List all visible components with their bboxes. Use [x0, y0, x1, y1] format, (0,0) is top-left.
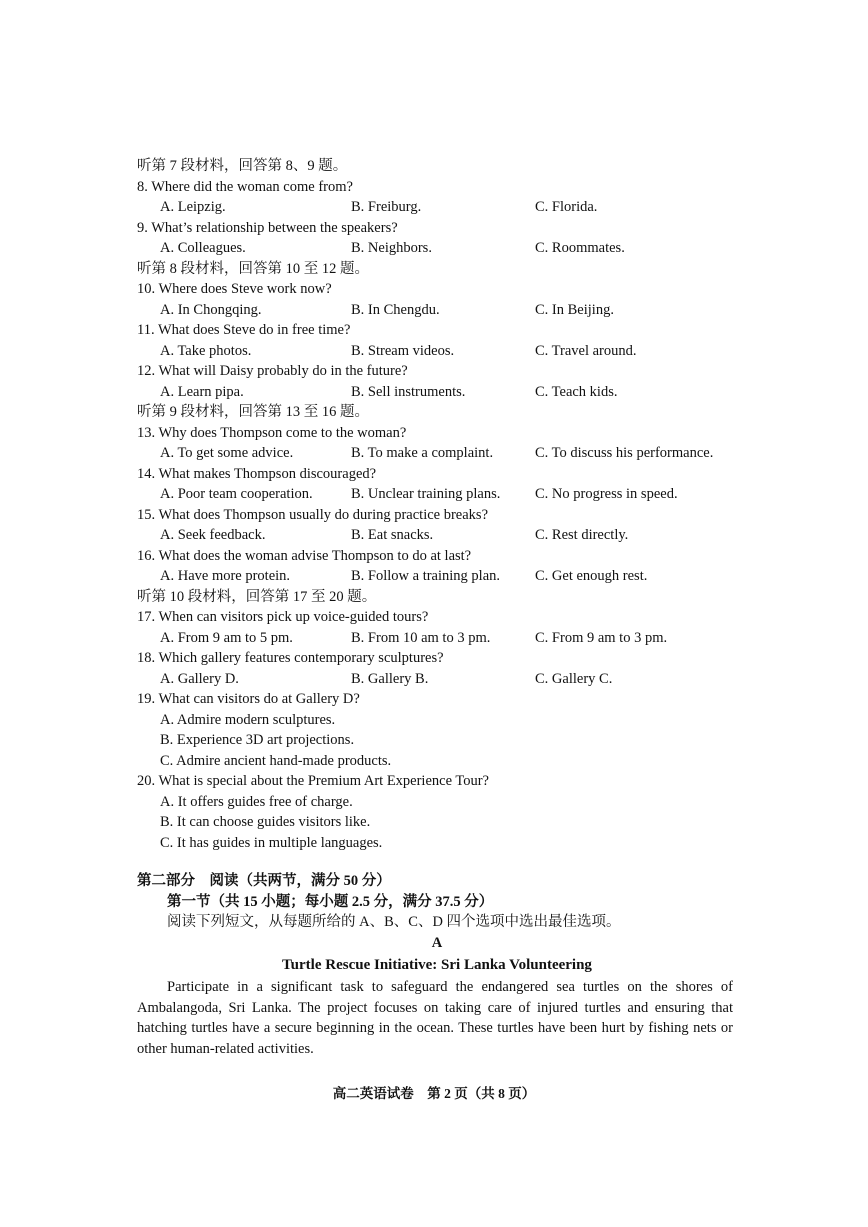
question-14-stem: 14. What makes Thompson discouraged?: [137, 465, 377, 482]
question-16-options: [137, 566, 737, 587]
question-15-stem: 15. What does Thompson usually do during practice breaks?: [137, 506, 489, 523]
part-2-heading: [137, 871, 737, 892]
option-a[interactable]: A. Colleagues.: [160, 240, 246, 256]
option-c[interactable]: C. Roommates.: [535, 240, 625, 256]
option-a[interactable]: A. Gallery D.: [160, 670, 239, 687]
question-13-stem: 13. Why does Thompson come to the woman?: [137, 424, 407, 441]
option-a[interactable]: A. Leipzig.: [160, 199, 226, 215]
option-c[interactable]: C. Travel around.: [535, 342, 637, 359]
question-19-option-a[interactable]: A. Admire modern sculptures.: [160, 711, 336, 728]
option-c[interactable]: C. Get enough rest.: [535, 568, 648, 584]
option-b[interactable]: B. Gallery B.: [351, 670, 429, 687]
passage-title: Turtle Rescue Initiative: Sri Lanka Volunteering: [282, 957, 592, 973]
question-18-options: [137, 669, 737, 690]
question-15-options: [137, 525, 737, 546]
question-13-options: [137, 443, 737, 464]
option-b[interactable]: B. Freiburg.: [351, 199, 422, 215]
question-20-stem: 20. What is special about the Premium Art Experience Tour?: [137, 773, 489, 789]
part-2-gap: [195, 873, 210, 889]
question-19-option-b[interactable]: B. Experience 3D art projections.: [160, 732, 355, 748]
option-b[interactable]: B. Sell instruments.: [351, 383, 466, 400]
option-c[interactable]: C. From 9 am to 3 pm.: [535, 629, 668, 646]
reading-instruction: 阅读下列短文，从每题所给的 A、B、C、D 四个选项中选出最佳选项。: [167, 914, 621, 930]
question-9-options: [137, 238, 737, 259]
option-b[interactable]: B. Stream videos.: [351, 342, 455, 359]
option-a[interactable]: A. In Chongqing.: [160, 301, 262, 318]
question-17-options: [137, 628, 737, 649]
question-17-stem: 17. When can visitors pick up voice-guided tours?: [137, 609, 429, 625]
option-a[interactable]: A. From 9 am to 5 pm.: [160, 629, 293, 646]
question-16-stem: 16. What does the woman advise Thompson to do at last?: [137, 547, 472, 564]
option-a[interactable]: A. Seek feedback.: [160, 527, 266, 543]
question-19-option-c[interactable]: C. Admire ancient hand-made products.: [160, 752, 392, 769]
question-9-stem: 9. What’s relationship between the speakers?: [137, 219, 398, 236]
question-8-options: [137, 197, 737, 218]
section-1-heading: 第一节（共 15 小题；每小题 2.5 分，满分 37.5 分）: [167, 893, 494, 910]
option-c[interactable]: C. To discuss his performance.: [535, 445, 714, 461]
listening-section-9-heading: 听第 9 段材料，回答第 13 至 16 题。: [137, 404, 369, 420]
part-2-title: 第二部分: [137, 873, 195, 889]
option-b[interactable]: B. Neighbors.: [351, 240, 432, 256]
question-20-option-a[interactable]: A. It offers guides free of charge.: [160, 793, 353, 810]
question-10-stem: 10. Where does Steve work now?: [137, 281, 332, 297]
listening-section-7-heading: 听第 7 段材料，回答第 8、9 题。: [137, 158, 348, 174]
question-12-options: [137, 382, 737, 403]
question-11-stem: 11. What does Steve do in free time?: [137, 322, 351, 338]
question-18-stem: 18. Which gallery features contemporary sculptures?: [137, 650, 444, 666]
option-c[interactable]: C. Gallery C.: [535, 670, 613, 687]
page-content: [137, 156, 737, 1059]
spacer: [137, 853, 737, 871]
question-12-stem: 12. What will Daisy probably do in the future?: [137, 363, 408, 379]
option-b[interactable]: B. In Chengdu.: [351, 301, 440, 318]
option-a[interactable]: A. Poor team cooperation.: [160, 486, 313, 502]
option-a[interactable]: A. Take photos.: [160, 342, 252, 359]
question-8-stem: 8. Where did the woman come from?: [137, 178, 353, 195]
question-20-option-b[interactable]: B. It can choose guides visitors like.: [160, 814, 371, 830]
option-b[interactable]: B. Eat snacks.: [351, 527, 434, 543]
page-footer: 高二英语试卷 第 2 页（共 8 页）: [332, 1086, 536, 1101]
option-a[interactable]: A. To get some advice.: [160, 445, 294, 461]
listening-section-8-heading: 听第 8 段材料，回答第 10 至 12 题。: [137, 260, 369, 277]
passage-paragraph: Participate in a significant task to safeguard the endangered sea turtles on the shores of Ambalangoda, Sri Lanka. The project focuses on taking care of injured turtles and ensuring that hatching turtles have a secure beginning in the ocean. These turtles have been hurt by fishing nets or other human-related activities.: [137, 979, 733, 1057]
question-20-option-c[interactable]: C. It has guides in multiple languages.: [160, 834, 383, 851]
option-b[interactable]: B. From 10 am to 3 pm.: [351, 629, 491, 646]
option-c[interactable]: C. Teach kids.: [535, 383, 618, 400]
option-b[interactable]: B. To make a complaint.: [351, 445, 494, 461]
option-a[interactable]: A. Learn pipa.: [160, 383, 244, 400]
passage-label: A: [431, 934, 443, 951]
option-c[interactable]: C. No progress in speed.: [535, 486, 678, 502]
option-b[interactable]: B. Follow a training plan.: [351, 568, 501, 584]
question-14-options: [137, 484, 737, 505]
option-c[interactable]: C. Rest directly.: [535, 527, 629, 543]
option-b[interactable]: B. Unclear training plans.: [351, 486, 501, 502]
part-2-name: 阅读（共两节，满分 50 分）: [209, 873, 391, 889]
question-19-stem: 19. What can visitors do at Gallery D?: [137, 691, 360, 707]
option-c[interactable]: C. Florida.: [535, 199, 598, 215]
listening-section-10-heading: 听第 10 段材料，回答第 17 至 20 题。: [137, 588, 377, 605]
question-10-options: [137, 300, 737, 321]
option-c[interactable]: C. In Beijing.: [535, 301, 614, 318]
question-11-options: [137, 341, 737, 362]
option-a[interactable]: A. Have more protein.: [160, 568, 291, 584]
